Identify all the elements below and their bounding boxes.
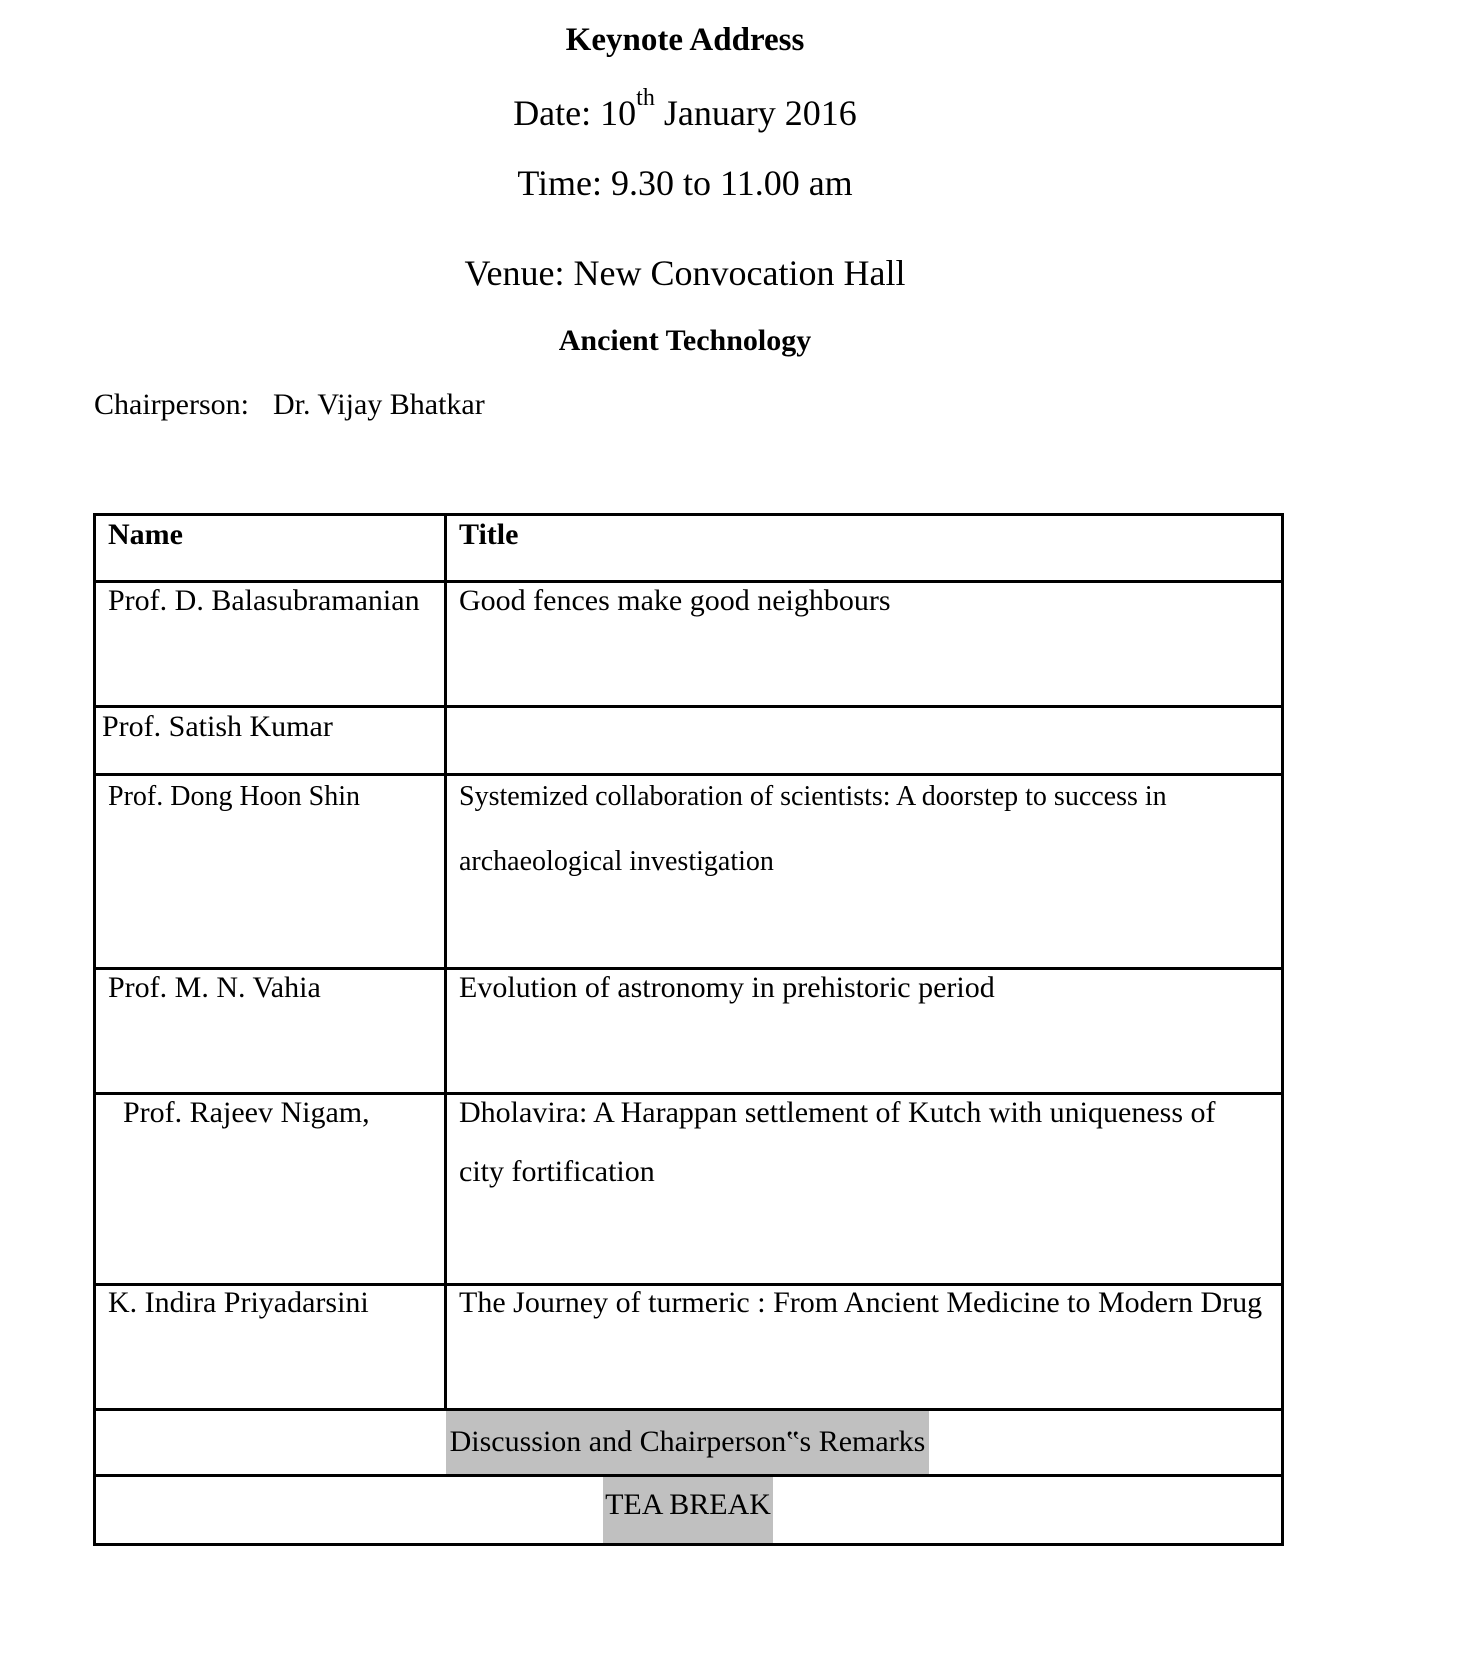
discussion-remarks: Discussion and Chairperson‟s Remarks <box>446 1411 929 1474</box>
header-title: Title <box>459 518 519 551</box>
page-title: Keynote Address <box>565 22 805 58</box>
chairperson-name: Dr. Vijay Bhatkar <box>272 388 485 421</box>
tea-break: TEA BREAK <box>603 1477 773 1543</box>
chairperson-line <box>94 388 485 422</box>
row-4-name: Prof. M. N. Vahia <box>108 971 321 1004</box>
row-divider <box>93 773 1284 776</box>
time-line: Time: 9.30 to 11.00 am <box>517 163 853 203</box>
row-3-name: Prof. Dong Hoon Shin <box>108 781 361 812</box>
row-1-title: Good fences make good neighbours <box>459 584 891 617</box>
row-6-name: K. Indira Priyadarsini <box>108 1286 369 1319</box>
date-superscript: th <box>636 85 655 111</box>
table-border <box>93 513 1284 1546</box>
row-2-name: Prof. Satish Kumar <box>102 710 333 743</box>
row-6-title: The Journey of turmeric : From Ancient Medicine to Modern Drug <box>459 1286 1263 1319</box>
row-5-title-line2: city fortification <box>459 1155 655 1188</box>
row-1-name: Prof. D. Balasubramanian <box>108 584 420 617</box>
row-4-title: Evolution of astronomy in prehistoric period <box>459 971 995 1004</box>
row-5-title-line1: Dholavira: A Harappan settlement of Kutch with uniqueness of <box>459 1096 1216 1129</box>
date-suffix: January 2016 <box>654 93 857 133</box>
date-prefix: Date: 10 <box>513 93 637 133</box>
row-divider <box>93 705 1284 708</box>
column-divider <box>444 513 447 1410</box>
date-line <box>0 85 1370 134</box>
session-title: Ancient Technology <box>558 324 812 357</box>
row-5-name: Prof. Rajeev Nigam, <box>123 1096 370 1129</box>
header-name: Name <box>108 518 183 551</box>
venue-line: Venue: New Convocation Hall <box>464 253 906 293</box>
schedule-table <box>93 513 1284 1546</box>
row-3-title-line1: Systemized collaboration of scientists: A doorstep to success in <box>459 781 1167 812</box>
row-3-title-line2: archaeological investigation <box>459 846 774 877</box>
chairperson-label: Chairperson: <box>94 388 249 421</box>
